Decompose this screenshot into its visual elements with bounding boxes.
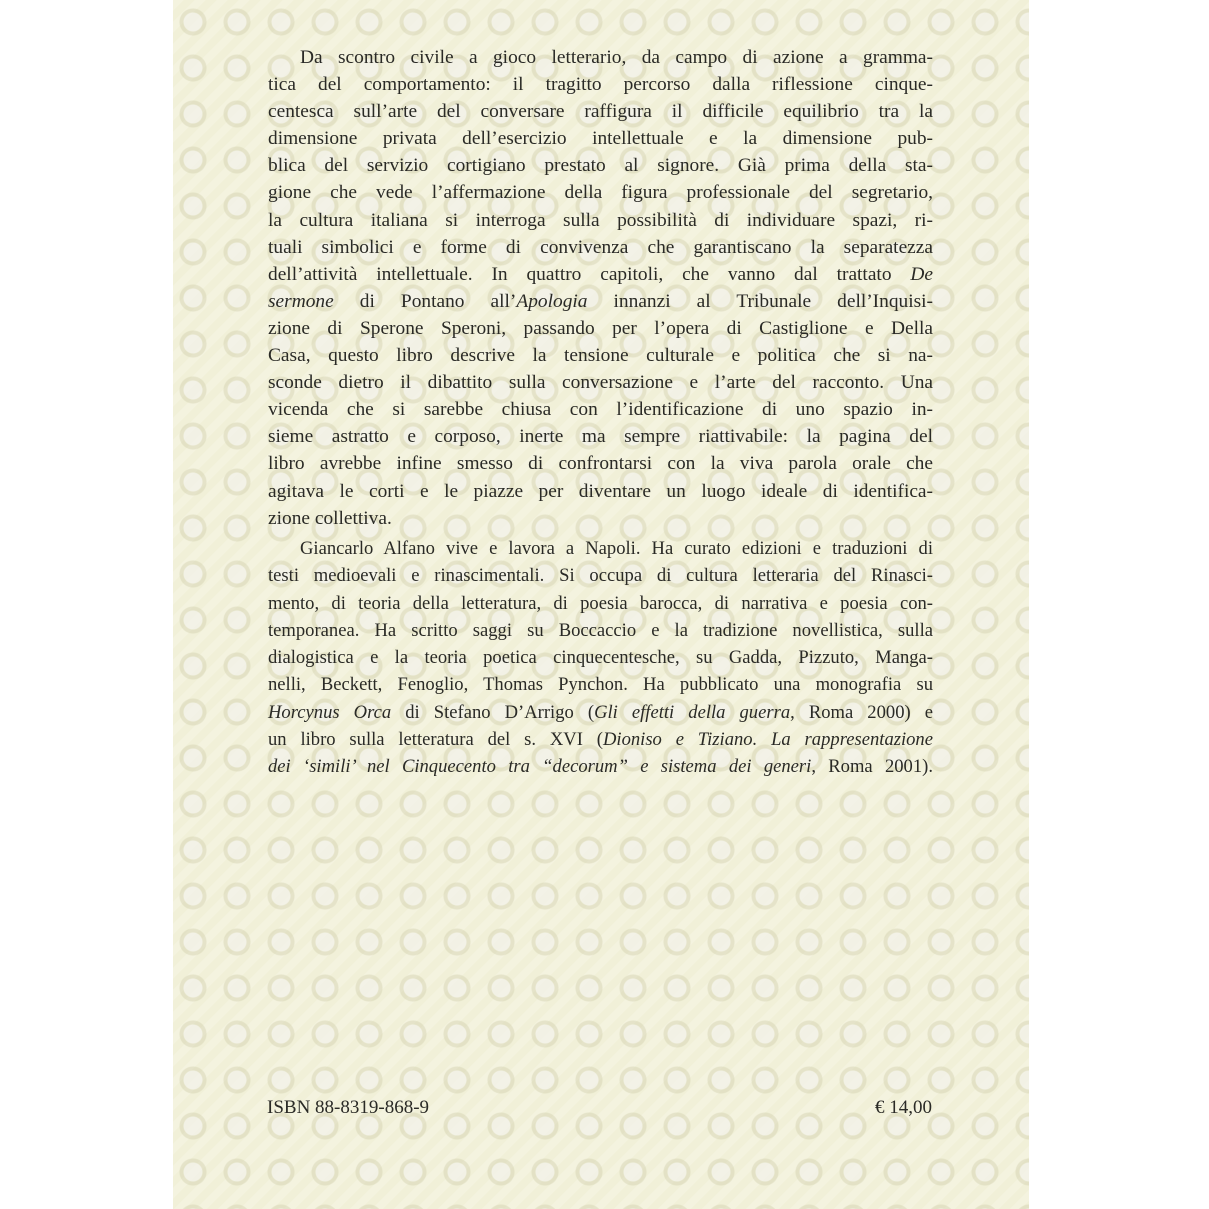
abstract-line: dimensione privata dell’esercizio intellettuale e la dimensione pub-: [268, 128, 933, 150]
abstract-line: Casa, questo libro descrive la tensione culturale e politica che si na-: [268, 345, 933, 367]
abstract-line-text: innanzi al Tribunale dell’Inquisi-: [587, 290, 933, 312]
bio-line: mento, di teoria della letteratura, di poesia barocca, di narrativa e poesia con-: [268, 592, 933, 614]
bio-line-text: di Stefano D’Arrigo (: [391, 701, 595, 723]
abstract-line: [268, 261, 933, 288]
bio-line: [268, 753, 933, 780]
bio-line: [268, 699, 933, 726]
abstract-line: centesca sull’arte del conversare raffigura il difficile equilibrio tra la: [268, 101, 933, 123]
title-gli-effetti-della-guerra: Gli effetti della guerra: [594, 701, 791, 723]
abstract-line: zione di Sperone Speroni, passando per l’opera di Castiglione e Della: [268, 317, 933, 339]
abstract-line: zione collettiva.: [268, 507, 392, 529]
abstract-line: vicenda che si sarebbe chiusa con l’identificazione di uno spazio in-: [268, 399, 933, 421]
bio-line-text: un libro sulla letteratura del s. XVI (: [268, 729, 603, 751]
abstract-line: tuali simbolici e forme di convivenza che garantiscano la separatezza: [268, 236, 933, 258]
abstract-line: agitava le corti e le piazze per diventare un luogo ideale di identifica-: [268, 480, 933, 502]
bio-line: nelli, Beckett, Fenoglio, Thomas Pynchon. Ha pubblicato una monografia su: [268, 674, 933, 696]
title-de-sermone-part2: sermone: [268, 290, 334, 312]
bio-line: temporanea. Ha scritto saggi su Boccaccio e la tradizione novellistica, sulla: [268, 619, 933, 641]
title-dioniso-e-tiziano-part1: Dioniso e Tiziano. La rappresentazione: [602, 729, 933, 751]
abstract-line: [268, 288, 933, 315]
abstract-line: tica del comportamento: il tragitto percorso dalla riflessione cinque-: [268, 74, 933, 96]
bio-line: [268, 726, 933, 753]
abstract-line: sieme astratto e corposo, inerte ma sempre riattivabile: la pagina del: [268, 426, 933, 448]
bio-line: dialogistica e la teoria poetica cinquecentesche, su Gadda, Pizzuto, Manga-: [268, 647, 933, 669]
price-label: € 14,00: [875, 1097, 932, 1118]
title-de-sermone-part1: De: [910, 263, 933, 285]
back-cover: [173, 0, 1029, 1209]
title-horcynus-orca: Horcynus Orca: [268, 701, 392, 723]
bio-line: Giancarlo Alfano vive e lavora a Napoli. Ha curato edizioni e traduzioni di: [300, 538, 933, 559]
abstract-line-text: dell’attività intellettuale. In quattro capitoli, che vanno dal trattato: [268, 263, 892, 285]
bio-line-text: , Roma 2001).: [811, 756, 933, 778]
abstract-line: la cultura italiana si interroga sulla possibilità di individuare spazi, ri-: [268, 209, 933, 231]
title-apologia: Apologia: [516, 290, 588, 312]
bio-line-text: , Roma 2000) e: [790, 701, 933, 723]
abstract-line-text: di Pontano all’: [333, 290, 517, 312]
abstract-line: blica del servizio cortigiano prestato al signore. Già prima della sta-: [268, 155, 933, 177]
abstract-line: gione che vede l’affermazione della figura professionale del segretario,: [268, 182, 933, 204]
abstract-line: sconde dietro il dibattito sulla conversazione e l’arte del racconto. Una: [268, 372, 933, 394]
author-bio-paragraph: [268, 535, 933, 781]
abstract-line: libro avrebbe infine smesso di confrontarsi con la viva parola orale che: [268, 453, 933, 475]
title-dioniso-e-tiziano-part2: dei ‘simili’ nel Cinquecento tra “decorum” e sistema dei generi: [268, 756, 812, 778]
abstract-paragraph: [268, 44, 933, 532]
isbn-label: ISBN 88-8319-868-9: [267, 1097, 430, 1118]
abstract-line: Da scontro civile a gioco letterario, da campo di azione a gramma-: [300, 47, 933, 68]
bio-line: testi medioevali e rinascimentali. Si occupa di cultura letteraria del Rinasci-: [268, 565, 933, 587]
